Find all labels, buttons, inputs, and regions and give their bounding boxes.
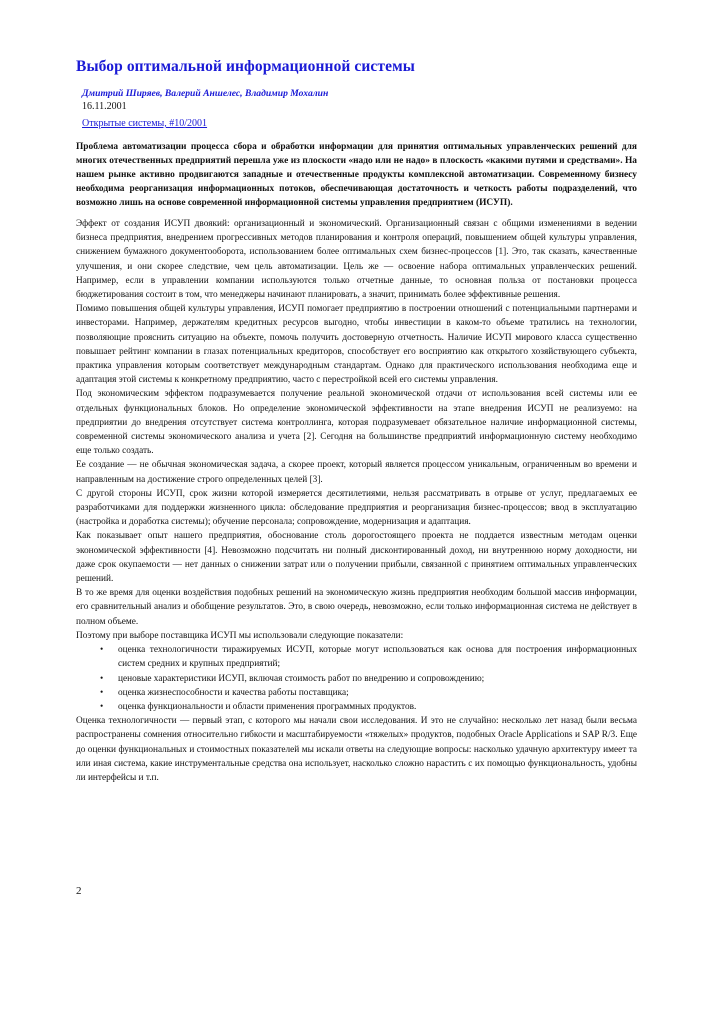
list-item <box>100 643 637 671</box>
body-paragraph: Оценка технологичности — первый этап, с которого мы начали свои исследования. И это не случайно: несколько лет назад были весьма распространены сомнения относительно гибкости и масштабируемости «тяжелых» продуктов, подобных Oracle Applications и SAP R/3. Еще до оценки функциональных и стоимостных показателей мы искали ответы на следующие вопросы: насколько удачную архитектуру имеет та или иная система, какие инструментальные средства она использует, насколько сложно нарастить с их помощью функциональность, удобны ли интерфейсы и т.п. <box>76 716 637 783</box>
criteria-list <box>76 643 637 714</box>
page-number: 2 <box>76 885 82 897</box>
body-paragraph: Под экономическим эффектом подразумевается получение реальной экономической отдачи от использования всей системы или ее отдельных функциональных блоков. Но определение экономической эффективности на этапе внедрения ИСУП не реализуемо: на предприятии до внедрения отсутствует система контроллинга, которая подразумевает обязательное наличие информационной системы, современной системы экономического анализа и учета [2]. Сегодня на большинстве предприятий информационную систему необходимо еще только создать. <box>76 389 637 457</box>
publication-date: 16.11.2001 <box>82 101 127 112</box>
document-page <box>76 58 637 785</box>
list-item <box>100 672 637 686</box>
bullet-icon: • <box>100 687 104 698</box>
article-authors: Дмитрий Ширяев, Валерий Аншелес, Владимир Мохалин <box>82 88 329 99</box>
body-paragraph: Помимо повышения общей культуры управления, ИСУП помогает предприятию в построении отношений с потенциальными партнерами и инвесторами. Например, держателям кредитных ресурсов выгодно, чтобы инвестиции в каком-то объеме тратились на технологии, позволяющие прояснить ситуацию на объекте, помочь получить достоверную отчетность. Наличие ИСУП мирового класса существенно повышает рейтинг компании в глазах потенциальных кредиторов, способствует его восприятию как открытого хозяйствующего субъекта, практика управления которым соответствует международным стандартам. Однако для практического использования необходима еще и адаптация этой системы к конкретному предприятию, часто с перестройкой всей его системы управления. <box>76 304 637 386</box>
article-abstract: Проблема автоматизации процесса сбора и обработки информации для принятия оптимальных управленческих решений для многих отечественных предприятий перешла уже из плоскости «надо или не надо» в плоскость «какими путями и средствами». На нашем рынке активно продвигаются западные и отечественные продукты комплексной автоматизации. Современному бизнесу необходима реорганизация информационных потоков, обеспечивающая достаточность и четкость работы подразделений, что возможно лишь на основе современной информационной системы управления предприятием (ИСУП). <box>76 142 637 208</box>
article-title: Выбор оптимальной информационной системы <box>76 58 415 75</box>
list-item-text: оценка функциональности и области применения программных продуктов. <box>118 701 417 712</box>
body-paragraph: В то же время для оценки воздействия подобных решений на экономическую жизнь предприятия необходим большой массив информации, его сравнительный анализ и обобщение результатов. Это, в свою очередь, невозможно, если только информационная система не действует в полном объеме. <box>76 588 637 627</box>
source-link[interactable]: Открытые системы, #10/2001 <box>82 118 208 129</box>
list-item <box>100 686 637 700</box>
list-intro-paragraph: Поэтому при выборе поставщика ИСУП мы использовали следующие показатели: <box>76 630 404 641</box>
body-paragraph: Ее создание — не обычная экономическая задача, а скорее проект, который является процессом уникальным, ограниченным во времени и направленным на достижение строго определенных целей [3]. <box>76 460 637 485</box>
article-body <box>76 217 637 785</box>
list-item-text: оценка технологичности тиражируемых ИСУП, которые могут использоваться как основа для построения информационных систем средних и крупных предприятий; <box>118 645 637 670</box>
body-paragraph: Как показывает опыт нашего предприятия, обоснование столь дорогостоящего проекта не поддается известным методам оценки экономической эффективности [4]. Невозможно подсчитать ни полный дисконтированный доход, ни внутреннюю норму доходности, ни даже срок окупаемости — нет данных о снижении затрат или о получении прибыли, связанной с принятием оптимальных управленческих решений. <box>76 531 637 585</box>
body-paragraph: Эффект от создания ИСУП двоякий: организационный и экономический. Организационный связан с общими изменениями в ведении бизнеса предприятия, внедрением прогрессивных методов планирования и контроля операций, повышением общей культуры управления, снижением бумажного документооборота, использованием более оптимальных схем бизнес-процессов [1]. Это, так сказать, качественные улучшения, и они скорее следствие, чем цель автоматизации. Цель же — освоение набора оптимальных управленческих решений. Например, если в управлении компании используются только отчетные данные, то основная польза от постановки процесса бюджетирования состоит в том, что менеджеры начинают планировать, а значит, принимать более эффективные решения. <box>76 219 637 301</box>
list-item-text: ценовые характеристики ИСУП, включая стоимость работ по внедрению и сопровождению; <box>118 673 485 684</box>
list-item <box>100 700 637 714</box>
list-item-text: оценка жизнеспособности и качества работы поставщика; <box>118 687 349 698</box>
body-paragraph: С другой стороны ИСУП, срок жизни которой измеряется десятилетиями, нельзя рассматривать в отрыве от услуг, предлагаемых ее разработчиками для поддержки жизненного цикла: обследование предприятия и реорганизация бизнес-процессов; ввод в эксплуатацию (настройка и доработка системы); обучение персонала; сопровождение, модернизация и адаптация. <box>76 488 637 528</box>
bullet-icon: • <box>100 673 104 684</box>
bullet-icon: • <box>100 645 104 656</box>
bullet-icon: • <box>100 701 104 712</box>
